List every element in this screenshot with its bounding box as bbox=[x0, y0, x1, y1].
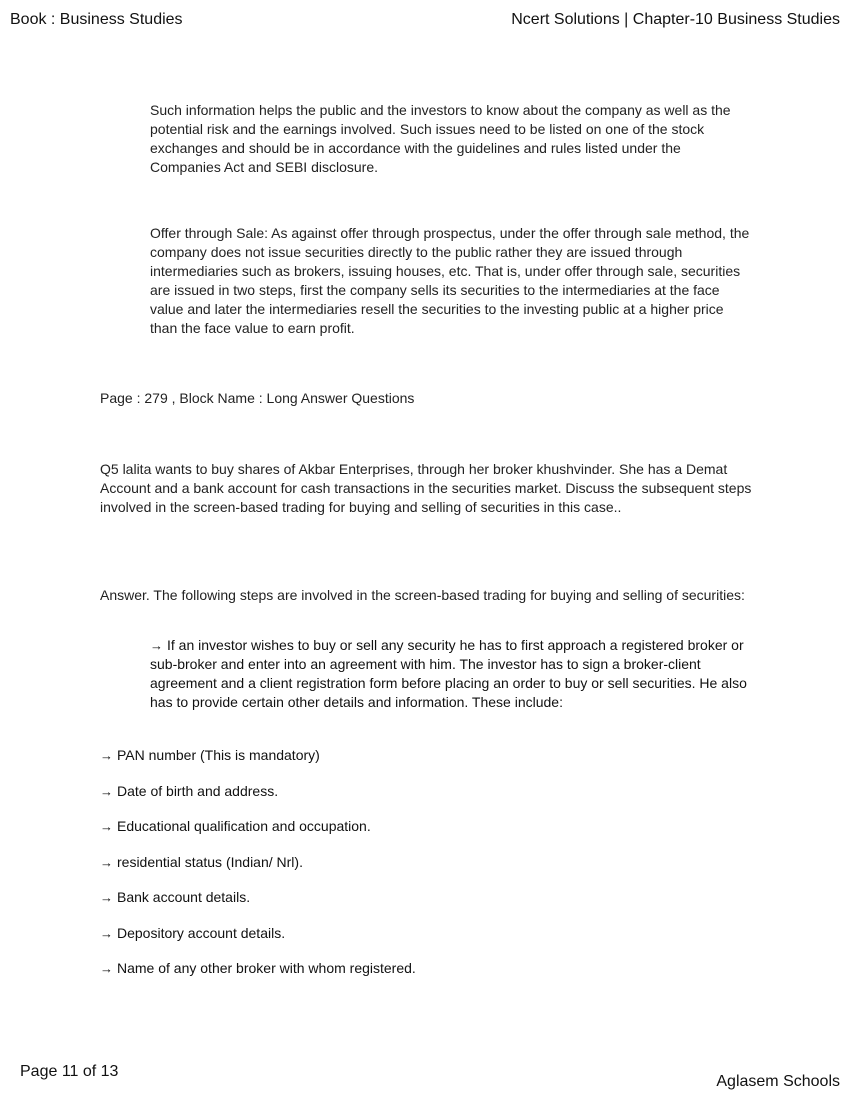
arrow-icon: → bbox=[100, 819, 113, 834]
arrow-icon: → bbox=[100, 890, 113, 905]
list-item bbox=[100, 746, 320, 765]
list-item-text: Depository account details. bbox=[117, 925, 286, 941]
paragraph-offer-through-sale: Offer through Sale: As against offer through prospectus, under the offer through sale method, the company does not issue securities directly to the public rather they are issued through intermediaries such as brokers, issuing houses, etc. That is, under offer through sale, securities are issued in two steps, first the company sells its securities to the intermediaries at the face value and later the intermediaries resell the securities to the investing public at a higher price than the face value to earn profit. bbox=[150, 225, 750, 336]
arrow-icon: → bbox=[100, 961, 113, 976]
list-item bbox=[100, 959, 416, 978]
arrow-icon: → bbox=[100, 784, 113, 799]
list-item bbox=[100, 782, 278, 801]
list-item-text: Name of any other broker with whom registered. bbox=[117, 960, 416, 976]
answer-step bbox=[150, 636, 750, 712]
paragraph-disclosure: Such information helps the public and the investors to know about the company as well as the potential risk and the earnings involved. Such issues need to be listed on one of the stock exchanges and should be in accordance with the guidelines and rules listed under the Companies Act and SEBI disclosure. bbox=[150, 102, 731, 175]
block-info: Page : 279 , Block Name : Long Answer Questions bbox=[100, 390, 415, 406]
arrow-icon: → bbox=[100, 926, 113, 941]
list-item bbox=[100, 817, 371, 836]
question-text: Q5 lalita wants to buy shares of Akbar Enterprises, through her broker khushvinder. She has a Demat Account and a bank account for cash transactions in the securities market. Discuss the subsequent steps involved in the screen-based trading for buying and selling of securities in this case.. bbox=[100, 461, 752, 515]
answer-step-text: If an investor wishes to buy or sell any security he has to first approach a registered broker or sub-broker and enter into an agreement with him. The investor has to sign a broker-client agreement and a client registration form before placing an order to buy or sell securities. He also has to provide certain other details and information. These include: bbox=[150, 637, 747, 710]
list-item bbox=[100, 853, 303, 872]
arrow-icon: → bbox=[100, 748, 113, 763]
list-item bbox=[100, 924, 285, 943]
list-item-text: Educational qualification and occupation. bbox=[117, 818, 371, 834]
book-title: Book : Business Studies bbox=[10, 11, 183, 28]
list-item-text: PAN number (This is mandatory) bbox=[117, 747, 320, 763]
chapter-title: Ncert Solutions | Chapter-10 Business Studies bbox=[511, 11, 840, 28]
footer-brand: Aglasem Schools bbox=[716, 1073, 840, 1090]
list-item-text: Bank account details. bbox=[117, 889, 251, 905]
list-item-text: Date of birth and address. bbox=[117, 783, 279, 799]
arrow-icon: → bbox=[100, 855, 113, 870]
list-item bbox=[100, 888, 250, 907]
list-item-text: residential status (Indian/ Nrl). bbox=[117, 854, 303, 870]
answer-intro: Answer. The following steps are involved in the screen-based trading for buying and selling of securities: bbox=[100, 587, 745, 603]
page-number: Page 11 of 13 bbox=[20, 1063, 119, 1080]
arrow-icon: → bbox=[150, 638, 163, 653]
